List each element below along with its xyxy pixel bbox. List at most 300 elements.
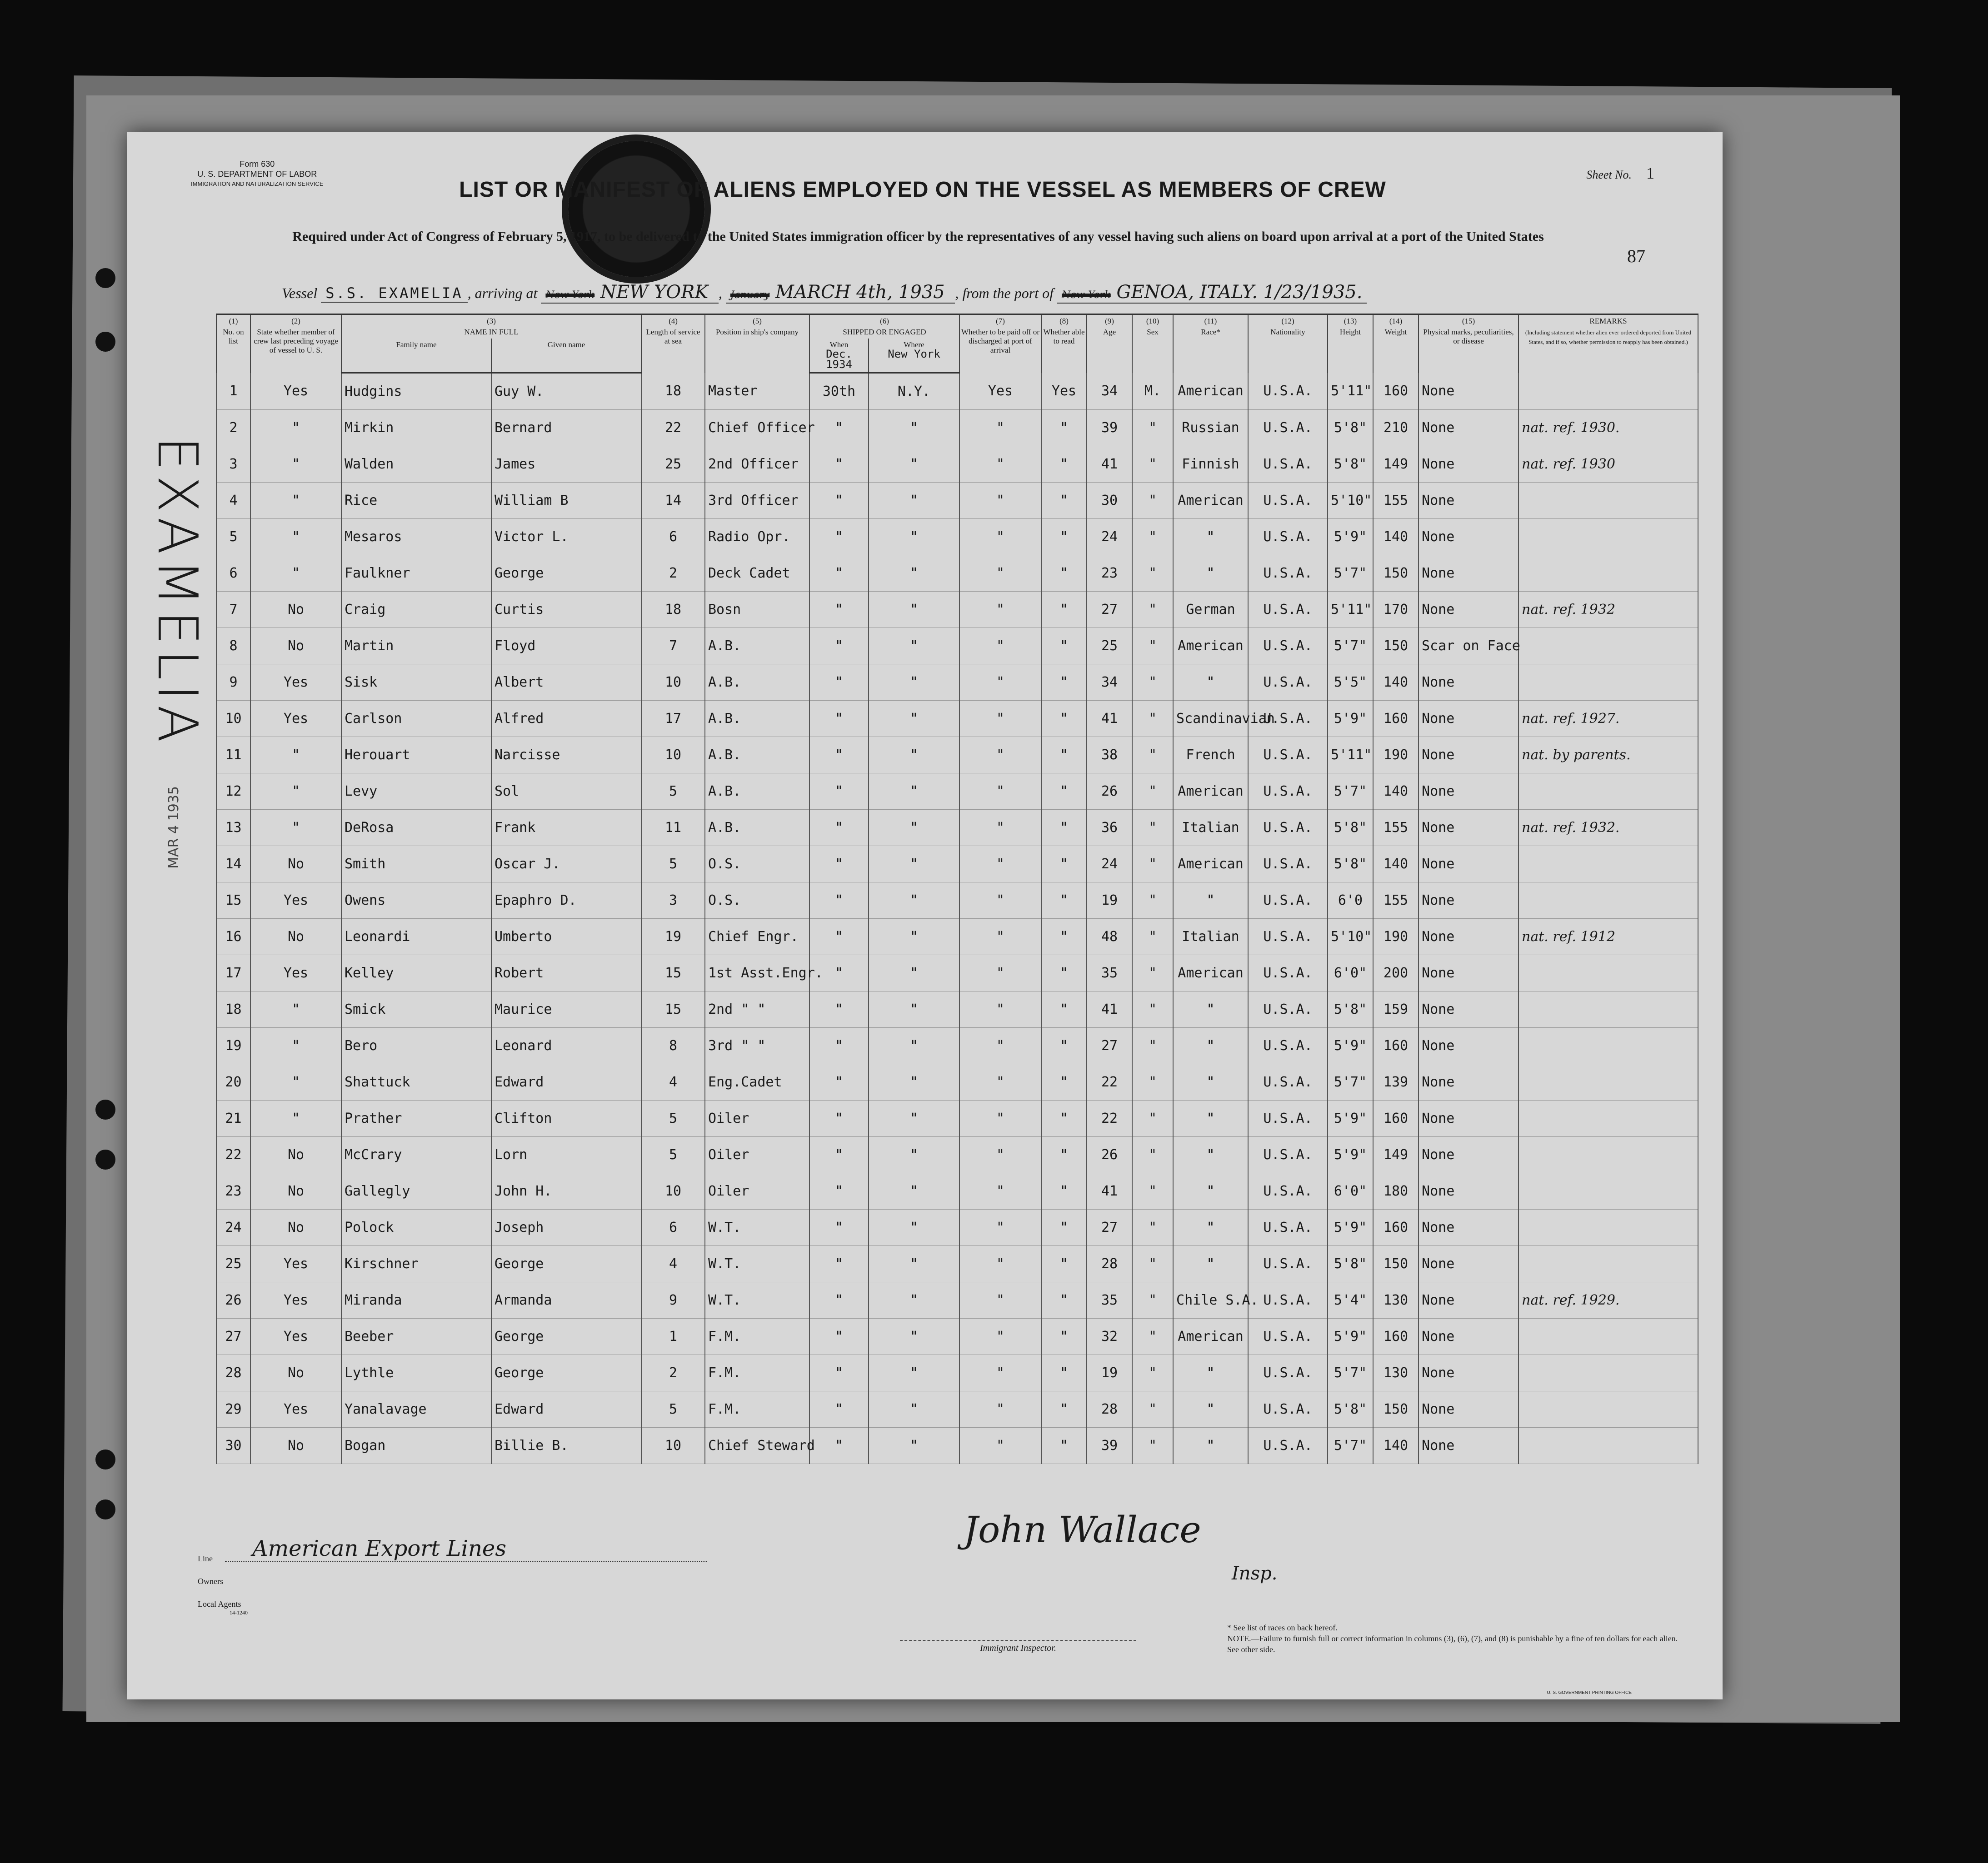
shipped-when-cell: " [809,628,869,664]
remarks-cell [1518,1137,1698,1173]
previous-voyage-cell: Yes [250,882,341,919]
from-label: from the port of [962,285,1054,301]
nationality-cell: U.S.A. [1248,1064,1328,1101]
row-number-cell: 25 [216,1246,250,1282]
row-number-cell: 21 [216,1101,250,1137]
age-cell: 41 [1087,991,1132,1028]
remarks-cell [1518,1319,1698,1355]
remarks-cell: nat. ref. 1930. [1518,410,1698,446]
weight-cell: 149 [1373,446,1419,483]
able-to-read-cell: " [1041,1391,1087,1428]
family-name-cell: Rice [341,483,491,519]
row-number-cell: 28 [216,1355,250,1391]
paid-off-cell: " [959,446,1041,483]
table-row [216,373,1698,410]
height-cell: 5'9" [1328,1137,1373,1173]
service-length-cell: 1 [641,1319,705,1355]
given-name-cell: Guy W. [491,373,641,410]
weight-cell: 155 [1373,810,1419,846]
service-length-cell: 5 [641,846,705,882]
family-name-cell: Gallegly [341,1173,491,1210]
race-cell: American [1173,773,1248,810]
able-to-read-cell: " [1041,773,1087,810]
service-length-cell: 6 [641,519,705,555]
row-number-cell: 6 [216,555,250,592]
sex-cell: " [1132,846,1173,882]
weight-cell: 190 [1373,737,1419,773]
service-length-cell: 19 [641,919,705,955]
family-name-cell: Mesaros [341,519,491,555]
physical-marks-cell: None [1419,846,1518,882]
paid-off-cell: " [959,701,1041,737]
shipped-when-cell: " [809,446,869,483]
table-row [216,519,1698,555]
age-cell: 30 [1087,483,1132,519]
sex-cell: " [1132,919,1173,955]
service-length-cell: 18 [641,592,705,628]
service-length-cell: 10 [641,737,705,773]
given-name-cell: Edward [491,1064,641,1101]
able-to-read-cell: Yes [1041,373,1087,410]
family-name-cell: Bogan [341,1428,491,1464]
weight-cell: 160 [1373,1319,1419,1355]
paid-off-cell: " [959,737,1041,773]
family-name-cell: Smith [341,846,491,882]
family-name-cell: Leonardi [341,919,491,955]
able-to-read-cell: " [1041,1428,1087,1464]
weight-cell: 130 [1373,1282,1419,1319]
race-cell: " [1173,1210,1248,1246]
family-name-cell: Polock [341,1210,491,1246]
sex-cell: " [1132,701,1173,737]
position-cell: W.T. [705,1282,809,1319]
paid-off-cell: " [959,1319,1041,1355]
shipped-where-cell: " [869,1064,959,1101]
given-name-cell: Albert [491,664,641,701]
height-cell: 6'0 [1328,882,1373,919]
physical-marks-cell: None [1419,1246,1518,1282]
punch-hole [95,1100,115,1120]
sex-cell: " [1132,1246,1173,1282]
weight-cell: 160 [1373,1101,1419,1137]
weight-cell: 160 [1373,1028,1419,1064]
weight-cell: 150 [1373,628,1419,664]
sex-cell: " [1132,810,1173,846]
table-row [216,1028,1698,1064]
nationality-cell: U.S.A. [1248,483,1328,519]
line-label: Line [198,1554,213,1563]
row-number-cell: 22 [216,1137,250,1173]
height-cell: 6'0" [1328,955,1373,991]
physical-marks-cell: None [1419,1319,1518,1355]
sex-cell: " [1132,1428,1173,1464]
shipped-where-cell: " [869,810,959,846]
able-to-read-cell: " [1041,955,1087,991]
shipped-where-cell: " [869,483,959,519]
sheet-number: 1 [1646,164,1654,182]
height-cell: 5'7" [1328,1064,1373,1101]
remarks-cell [1518,1064,1698,1101]
height-cell: 5'9" [1328,1210,1373,1246]
remarks-cell [1518,846,1698,882]
form-number: Form 630 [240,159,275,169]
sex-cell: " [1132,446,1173,483]
height-cell: 5'8" [1328,410,1373,446]
weight-cell: 150 [1373,1391,1419,1428]
race-cell: Italian [1173,919,1248,955]
nationality-cell: U.S.A. [1248,919,1328,955]
race-cell: " [1173,1355,1248,1391]
shipped-where-cell: " [869,592,959,628]
row-number-cell: 17 [216,955,250,991]
col-race: (11) Race* [1173,314,1248,373]
nationality-cell: U.S.A. [1248,1028,1328,1064]
paid-off-cell: Yes [959,373,1041,410]
given-name-cell: Leonard [491,1028,641,1064]
weight-cell: 190 [1373,919,1419,955]
table-row [216,773,1698,810]
col-sex: (10) Sex [1132,314,1173,373]
paid-off-cell: " [959,1355,1041,1391]
sex-cell: " [1132,1137,1173,1173]
shipped-when-cell: " [809,955,869,991]
punch-hole [95,1450,115,1469]
sex-cell: " [1132,555,1173,592]
shipped-where-cell: N.Y. [869,373,959,410]
remarks-cell: nat. ref. 1932. [1518,810,1698,846]
height-cell: 5'9" [1328,1028,1373,1064]
service-length-cell: 22 [641,410,705,446]
race-cell: " [1173,1064,1248,1101]
physical-marks-cell: None [1419,555,1518,592]
previous-voyage-cell: " [250,555,341,592]
paid-off-cell: " [959,846,1041,882]
nationality-cell: U.S.A. [1248,1246,1328,1282]
punch-hole [95,1499,115,1519]
shipped-where-cell: " [869,955,959,991]
race-cell: Chile S.A. [1173,1282,1248,1319]
paid-off-cell: " [959,919,1041,955]
weight-cell: 149 [1373,1137,1419,1173]
height-cell: 5'11" [1328,737,1373,773]
previous-voyage-cell: " [250,446,341,483]
shipped-when-cell: " [809,919,869,955]
shipped-when-cell: " [809,1391,869,1428]
height-cell: 5'9" [1328,1101,1373,1137]
sex-cell: " [1132,1319,1173,1355]
weight-cell: 170 [1373,592,1419,628]
shipped-where-cell: " [869,846,959,882]
paid-off-cell: " [959,1428,1041,1464]
physical-marks-cell: None [1419,373,1518,410]
weight-cell: 140 [1373,846,1419,882]
paid-off-cell: " [959,410,1041,446]
able-to-read-cell: " [1041,1246,1087,1282]
able-to-read-cell: " [1041,810,1087,846]
table-row [216,701,1698,737]
row-number-cell: 2 [216,410,250,446]
service-length-cell: 3 [641,882,705,919]
family-name-cell: Hudgins [341,373,491,410]
paid-off-cell: " [959,592,1041,628]
arrival-date-handwritten: MARCH 4th [775,282,887,303]
table-row [216,1391,1698,1428]
remarks-cell [1518,664,1698,701]
height-cell: 6'0" [1328,1173,1373,1210]
age-cell: 34 [1087,373,1132,410]
position-cell: F.M. [705,1319,809,1355]
remarks-cell [1518,519,1698,555]
remarks-cell [1518,773,1698,810]
able-to-read-cell: " [1041,1210,1087,1246]
table-row [216,955,1698,991]
row-number-cell: 1 [216,373,250,410]
age-cell: 19 [1087,882,1132,919]
height-cell: 5'8" [1328,1246,1373,1282]
physical-marks-cell: None [1419,955,1518,991]
shipped-when-cell: " [809,1319,869,1355]
previous-voyage-cell: " [250,410,341,446]
remarks-cell [1518,1173,1698,1210]
family-name-cell: Carlson [341,701,491,737]
nationality-cell: U.S.A. [1248,373,1328,410]
race-cell: American [1173,955,1248,991]
able-to-read-cell: " [1041,1355,1087,1391]
position-cell: A.B. [705,664,809,701]
shipped-when-cell: 30th [809,373,869,410]
height-cell: 5'7" [1328,555,1373,592]
remarks-cell: nat. by parents. [1518,737,1698,773]
shipped-where-cell: " [869,701,959,737]
paid-off-cell: " [959,1246,1041,1282]
position-cell: Oiler [705,1137,809,1173]
shipped-when-cell: " [809,664,869,701]
previous-voyage-cell: No [250,1173,341,1210]
table-row [216,991,1698,1028]
table-row [216,1428,1698,1464]
physical-marks-cell: None [1419,810,1518,846]
height-cell: 5'7" [1328,628,1373,664]
inspector-label: Immigrant Inspector. [900,1640,1136,1654]
race-cell: Italian [1173,810,1248,846]
position-cell: A.B. [705,628,809,664]
height-cell: 5'10" [1328,483,1373,519]
remarks-cell [1518,1210,1698,1246]
previous-voyage-cell: " [250,773,341,810]
nationality-cell: U.S.A. [1248,1137,1328,1173]
table-row [216,446,1698,483]
shipped-where-cell: " [869,1101,959,1137]
family-name-cell: Walden [341,446,491,483]
given-name-cell: John H. [491,1173,641,1210]
age-cell: 26 [1087,1137,1132,1173]
previous-voyage-cell: No [250,919,341,955]
position-cell: 3rd " " [705,1028,809,1064]
weight-cell: 150 [1373,555,1419,592]
previous-voyage-cell: Yes [250,701,341,737]
col-when: When Dec. 1934 [809,339,869,373]
race-cell: American [1173,1319,1248,1355]
punch-hole [95,268,115,288]
form-identifier [191,159,324,189]
physical-marks-cell: None [1419,1391,1518,1428]
struck-port: New York [545,289,595,301]
position-cell: F.M. [705,1391,809,1428]
service-length-cell: 5 [641,1137,705,1173]
shipped-when-cell: " [809,1210,869,1246]
position-cell: Radio Opr. [705,519,809,555]
race-cell: German [1173,592,1248,628]
agents-label: Local Agents [198,1599,241,1609]
position-cell: A.B. [705,773,809,810]
shipped-where-cell: " [869,1282,959,1319]
row-number-cell: 11 [216,737,250,773]
arriving-label: arriving at [475,285,538,301]
family-name-cell: Bero [341,1028,491,1064]
position-cell: A.B. [705,810,809,846]
paid-off-cell: " [959,1101,1041,1137]
shipped-when-cell: " [809,1428,869,1464]
nationality-cell: U.S.A. [1248,1282,1328,1319]
weight-cell: 140 [1373,1428,1419,1464]
service-length-cell: 10 [641,1428,705,1464]
nationality-cell: U.S.A. [1248,628,1328,664]
given-name-cell: Billie B. [491,1428,641,1464]
height-cell: 5'8" [1328,1391,1373,1428]
height-cell: 5'7" [1328,773,1373,810]
row-number-cell: 19 [216,1028,250,1064]
position-cell: A.B. [705,701,809,737]
service-length-cell: 8 [641,1028,705,1064]
family-name-cell: Owens [341,882,491,919]
form-title: LIST OR MANIFEST OF ALIENS EMPLOYED ON THE VESSEL AS MEMBERS OF CREW [459,178,1386,202]
age-cell: 38 [1087,737,1132,773]
table-row [216,664,1698,701]
remarks-cell [1518,1246,1698,1282]
row-number-cell: 30 [216,1428,250,1464]
weight-cell: 140 [1373,519,1419,555]
weight-cell: 139 [1373,1064,1419,1101]
row-number-cell: 12 [216,773,250,810]
service: IMMIGRATION AND NATURALIZATION SERVICE [191,180,324,187]
physical-marks-cell: None [1419,919,1518,955]
sheet-label: Sheet No. [1586,168,1632,181]
shipped-when-cell: " [809,991,869,1028]
able-to-read-cell: " [1041,555,1087,592]
remarks-cell [1518,1028,1698,1064]
footer-notes [1227,1622,1682,1655]
shipped-where-cell: " [869,446,959,483]
height-cell: 5'8" [1328,846,1373,882]
table-row [216,846,1698,882]
sex-cell: " [1132,410,1173,446]
sex-cell: " [1132,1173,1173,1210]
sex-cell: " [1132,882,1173,919]
able-to-read-cell: " [1041,882,1087,919]
previous-voyage-cell: " [250,1064,341,1101]
weight-cell: 140 [1373,773,1419,810]
position-cell: F.M. [705,1355,809,1391]
nationality-cell: U.S.A. [1248,446,1328,483]
nationality-cell: U.S.A. [1248,991,1328,1028]
age-cell: 26 [1087,773,1132,810]
shipped-when-cell: " [809,592,869,628]
given-name-cell: Armanda [491,1282,641,1319]
remarks-cell [1518,373,1698,410]
position-cell: 2nd " " [705,991,809,1028]
family-name-cell: Kelley [341,955,491,991]
previous-voyage-cell: " [250,483,341,519]
sex-cell: " [1132,1282,1173,1319]
physical-marks-cell: Scar on Face [1419,628,1518,664]
race-cell: American [1173,483,1248,519]
height-cell: 5'7" [1328,1355,1373,1391]
shipped-where-cell: " [869,1137,959,1173]
nationality-cell: U.S.A. [1248,1210,1328,1246]
service-length-cell: 14 [641,483,705,519]
age-cell: 34 [1087,664,1132,701]
position-cell: Master [705,373,809,410]
remarks-cell: nat. ref. 1912 [1518,919,1698,955]
paid-off-cell: " [959,882,1041,919]
service-length-cell: 15 [641,991,705,1028]
previous-voyage-cell: Yes [250,664,341,701]
shipped-where-cell: " [869,628,959,664]
arriving-port-handwritten: NEW YORK [600,282,709,303]
nationality-cell: U.S.A. [1248,1319,1328,1355]
family-name-cell: Miranda [341,1282,491,1319]
sex-cell: " [1132,737,1173,773]
physical-marks-cell: None [1419,1355,1518,1391]
signature-role: Insp. [1232,1563,1278,1584]
sex-cell: " [1132,1028,1173,1064]
departure-port-handwritten: GENOA, ITALY. 1/23/1935. [1116,282,1363,303]
family-name-cell: Levy [341,773,491,810]
weight-cell: 130 [1373,1355,1419,1391]
shipped-where-cell: " [869,519,959,555]
official-seal [568,141,704,277]
nationality-cell: U.S.A. [1248,664,1328,701]
punch-hole [95,332,115,352]
table-row [216,1101,1698,1137]
previous-voyage-cell: Yes [250,1246,341,1282]
race-cell: Scandinavian [1173,701,1248,737]
table-row [216,737,1698,773]
col-name: (3) NAME IN FULL [341,314,641,339]
family-name-cell: Prather [341,1101,491,1137]
height-cell: 5'10" [1328,919,1373,955]
row-number-cell: 16 [216,919,250,955]
remarks-cell [1518,628,1698,664]
col-shipped: (6) SHIPPED OR ENGAGED [809,314,959,339]
given-name-cell: Joseph [491,1210,641,1246]
position-cell: Chief Officer [705,410,809,446]
able-to-read-cell: " [1041,737,1087,773]
row-number-cell: 7 [216,592,250,628]
remarks-cell [1518,955,1698,991]
departure-port [1057,282,1367,304]
position-cell: Chief Engr. [705,919,809,955]
struck-month: January [730,289,770,301]
age-cell: 36 [1087,810,1132,846]
sex-cell: " [1132,1355,1173,1391]
nationality-cell: U.S.A. [1248,701,1328,737]
service-length-cell: 4 [641,1246,705,1282]
able-to-read-cell: " [1041,1028,1087,1064]
row-number-cell: 9 [216,664,250,701]
col-nationality: (12) Nationality [1248,314,1328,373]
col-family-name: Family name [341,339,491,373]
